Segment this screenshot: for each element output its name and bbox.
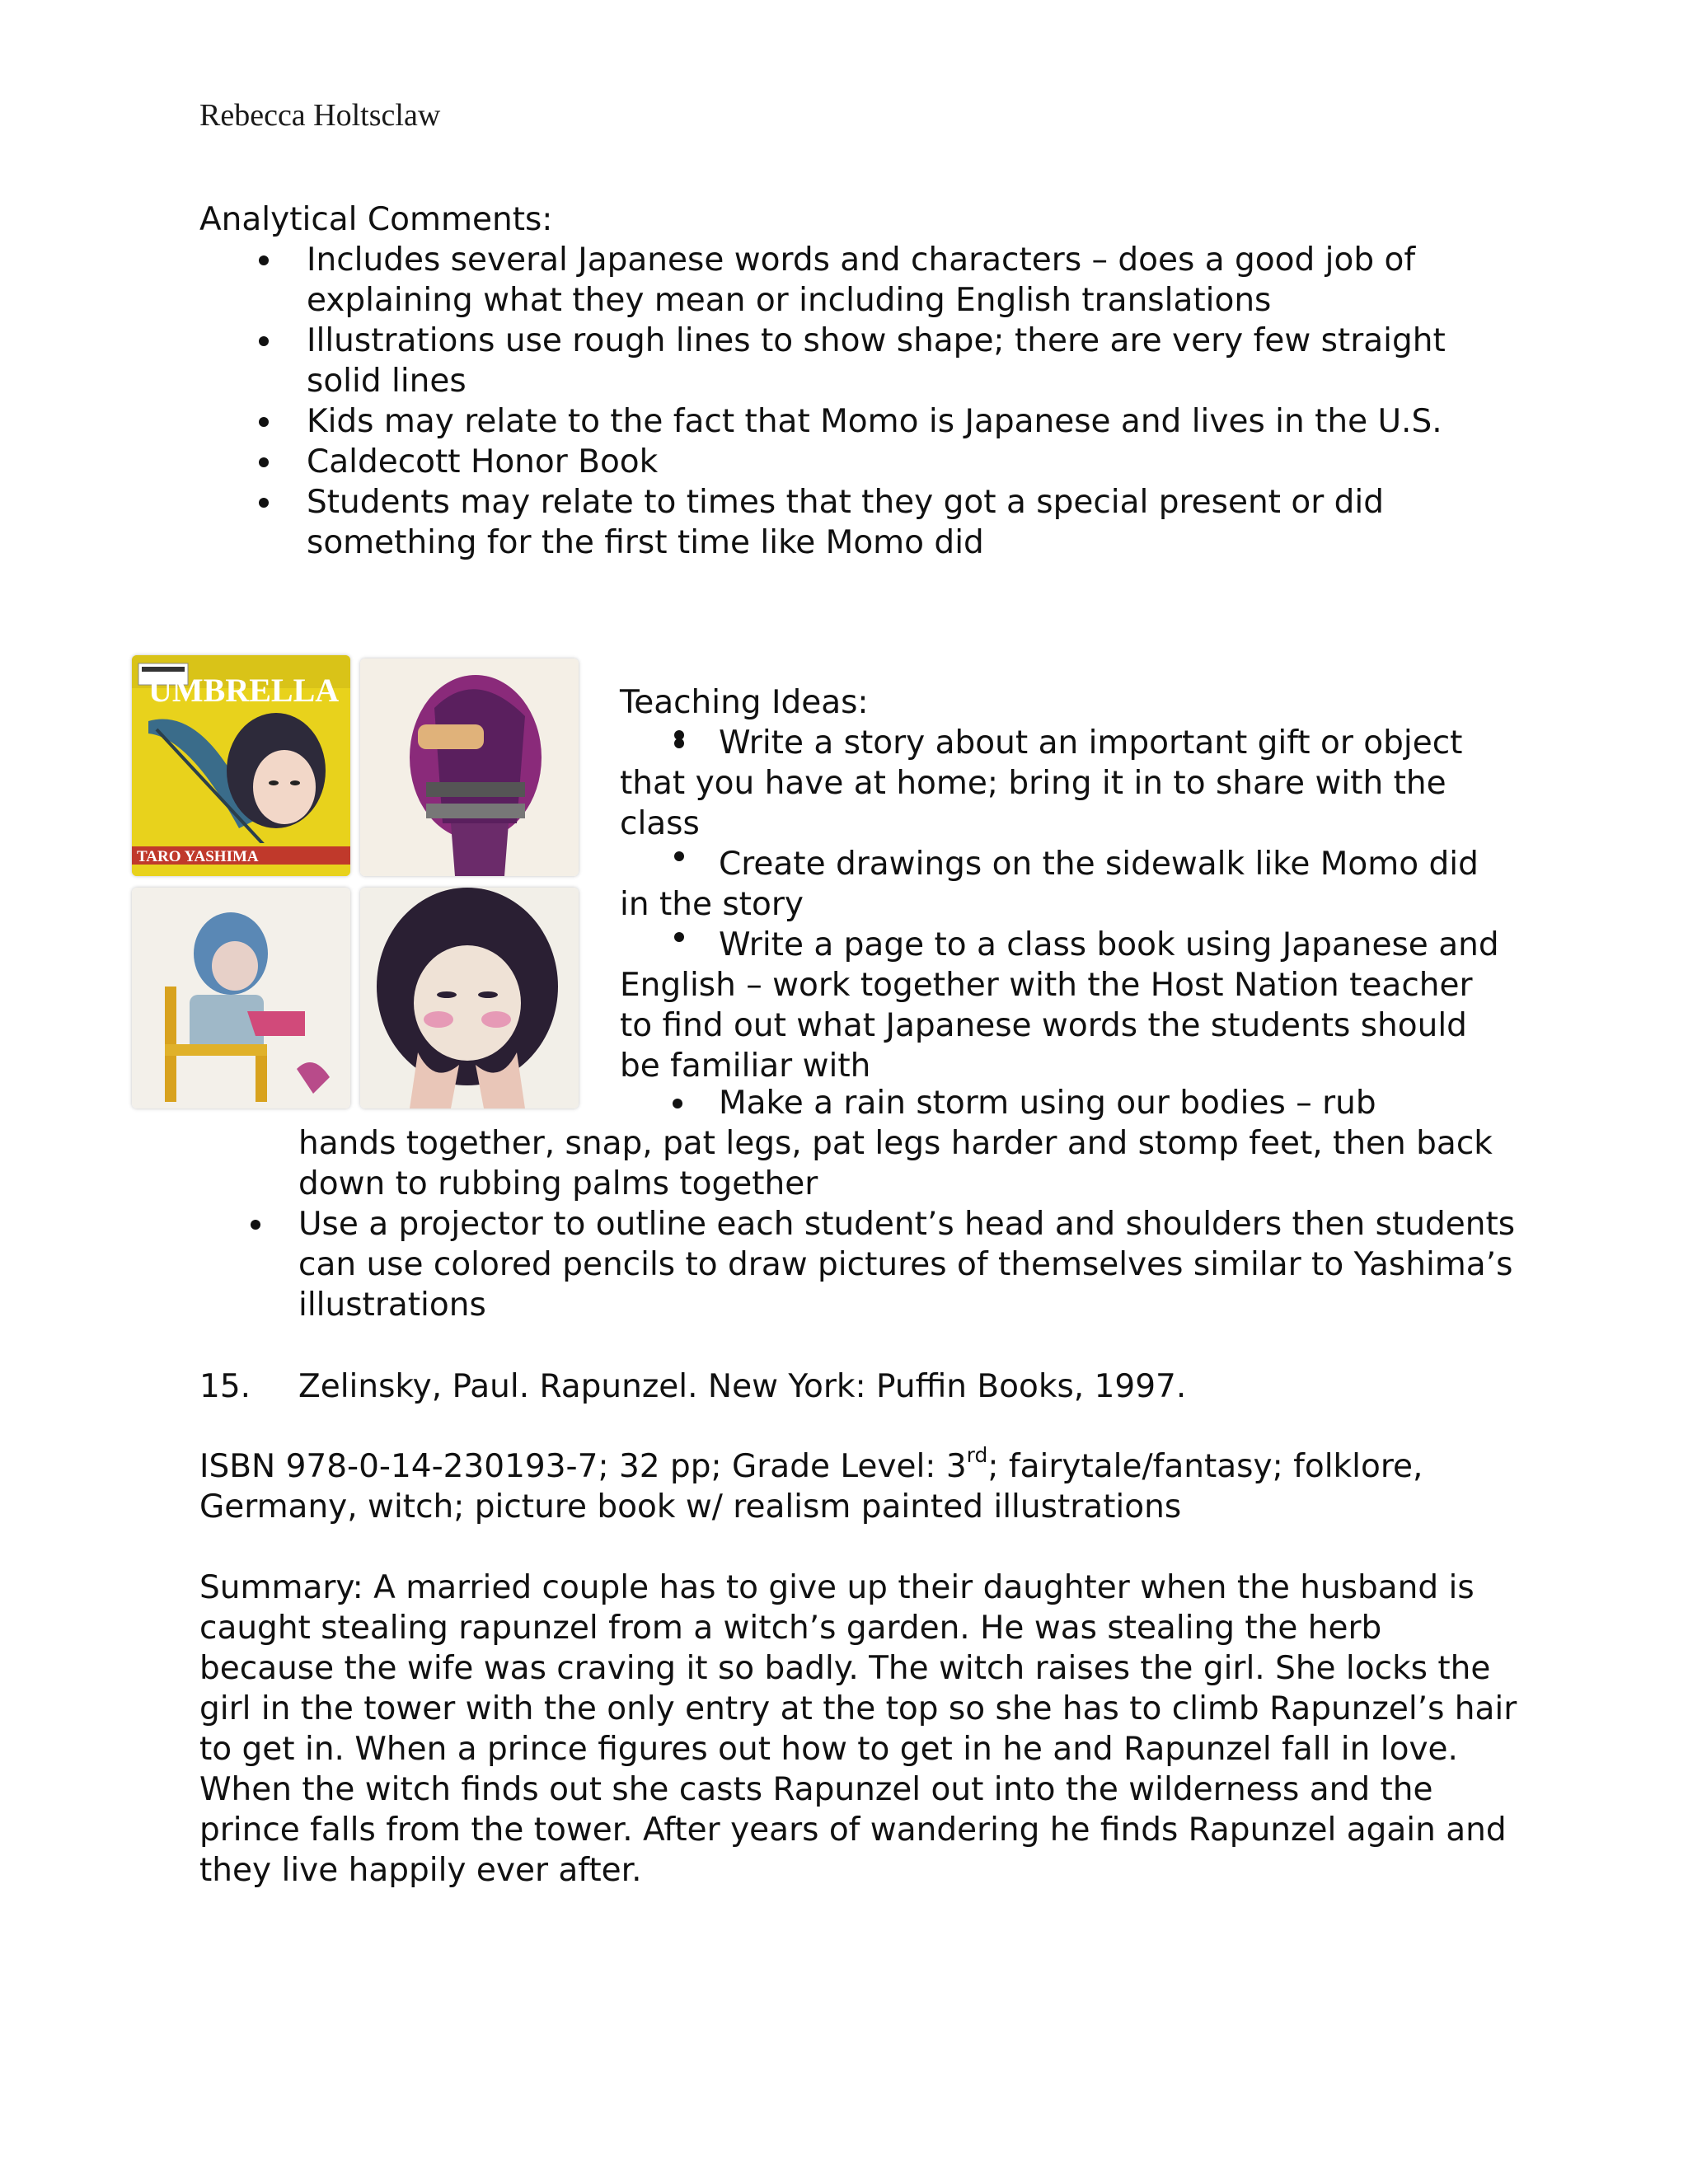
illustration-girl-hiding bbox=[360, 658, 579, 876]
analytical-heading: Analytical Comments: bbox=[199, 201, 553, 238]
book-summary: Summary: A married couple has to give up their daughter when the husband is caught stealing rapunzel from a witch’s garden. He was stealing the herb because the wife was craving it so badly. The witch raises the girl. She locks the girl in the tower with the only entry at the top so she has to climb Rapunzel’s hair to get in. When a prince figures out how to get in he and Rapunzel fall in love. When the witch finds out she casts Rapunzel out into the wilderness and the prince falls from the tower. After years of wandering he finds Rapunzel again and they live happily ever after. bbox=[199, 1569, 1517, 1889]
cover-art bbox=[132, 655, 350, 876]
teaching-item: Write a story about an important gift or object that you have at home; bring it in to share with the class bbox=[620, 723, 1510, 844]
analytical-item: Caldecott Honor Book bbox=[199, 442, 1485, 482]
author-name: Rebecca Holtsclaw bbox=[199, 98, 441, 133]
illustration-girl-face bbox=[360, 888, 579, 1108]
teaching-item-lead: Make a rain storm using our bodies – rub bbox=[298, 1083, 1518, 1123]
book-entry bbox=[199, 1366, 1186, 1407]
teaching-item-wrapped bbox=[298, 1083, 1518, 1204]
analytical-item: Students may relate to times that they got a special present or did something for the first time like Momo did bbox=[199, 482, 1485, 563]
book-cover-image bbox=[132, 655, 350, 876]
teaching-heading: Teaching Ideas: bbox=[620, 684, 869, 721]
entry-number: 15. bbox=[199, 1368, 251, 1405]
analytical-item: Illustrations use rough lines to show shape; there are very few straight solid lines bbox=[199, 321, 1485, 401]
illustration-girl-chair bbox=[132, 888, 350, 1108]
cover-author: TARO YASHIMA bbox=[137, 848, 259, 865]
teaching-item: Create drawings on the sidewalk like Momo did in the story bbox=[620, 846, 1479, 923]
analytical-item: Kids may relate to the fact that Momo is Japanese and lives in the U.S. bbox=[199, 401, 1485, 442]
book-illustrations bbox=[132, 655, 581, 1108]
analytical-list bbox=[199, 240, 1485, 563]
entry-citation: Zelinsky, Paul. Rapunzel. New York: Puffin Books, 1997. bbox=[298, 1368, 1187, 1405]
analytical-item: Includes several Japanese words and characters – does a good job of explaining what they mean or including English translations bbox=[199, 240, 1485, 321]
teaching-item-last: Use a projector to outline each student’s head and shoulders then students can use colored pencils to draw pictures of themselves similar to Yashima’s illustrations bbox=[199, 1204, 1518, 1325]
cover-title: UMBRELLA bbox=[148, 672, 340, 709]
teaching-ideas bbox=[620, 682, 1510, 1086]
teaching-item-rest: hands together, snap, pat legs, pat legs harder and stomp feet, then back down to rubbing palms together bbox=[298, 1125, 1493, 1202]
book-details: ISBN 978-0-14-230193-7; 32 pp; Grade Level: 3rd; fairytale/fantasy; folklore, Germany, witch; picture book w/ realism painted illustrations bbox=[199, 1443, 1423, 1526]
teaching-item: Write a page to a class book using Japanese and English – work together with the Host Nation teacher to find out what Japanese words the students should be familiar with bbox=[620, 926, 1499, 1085]
